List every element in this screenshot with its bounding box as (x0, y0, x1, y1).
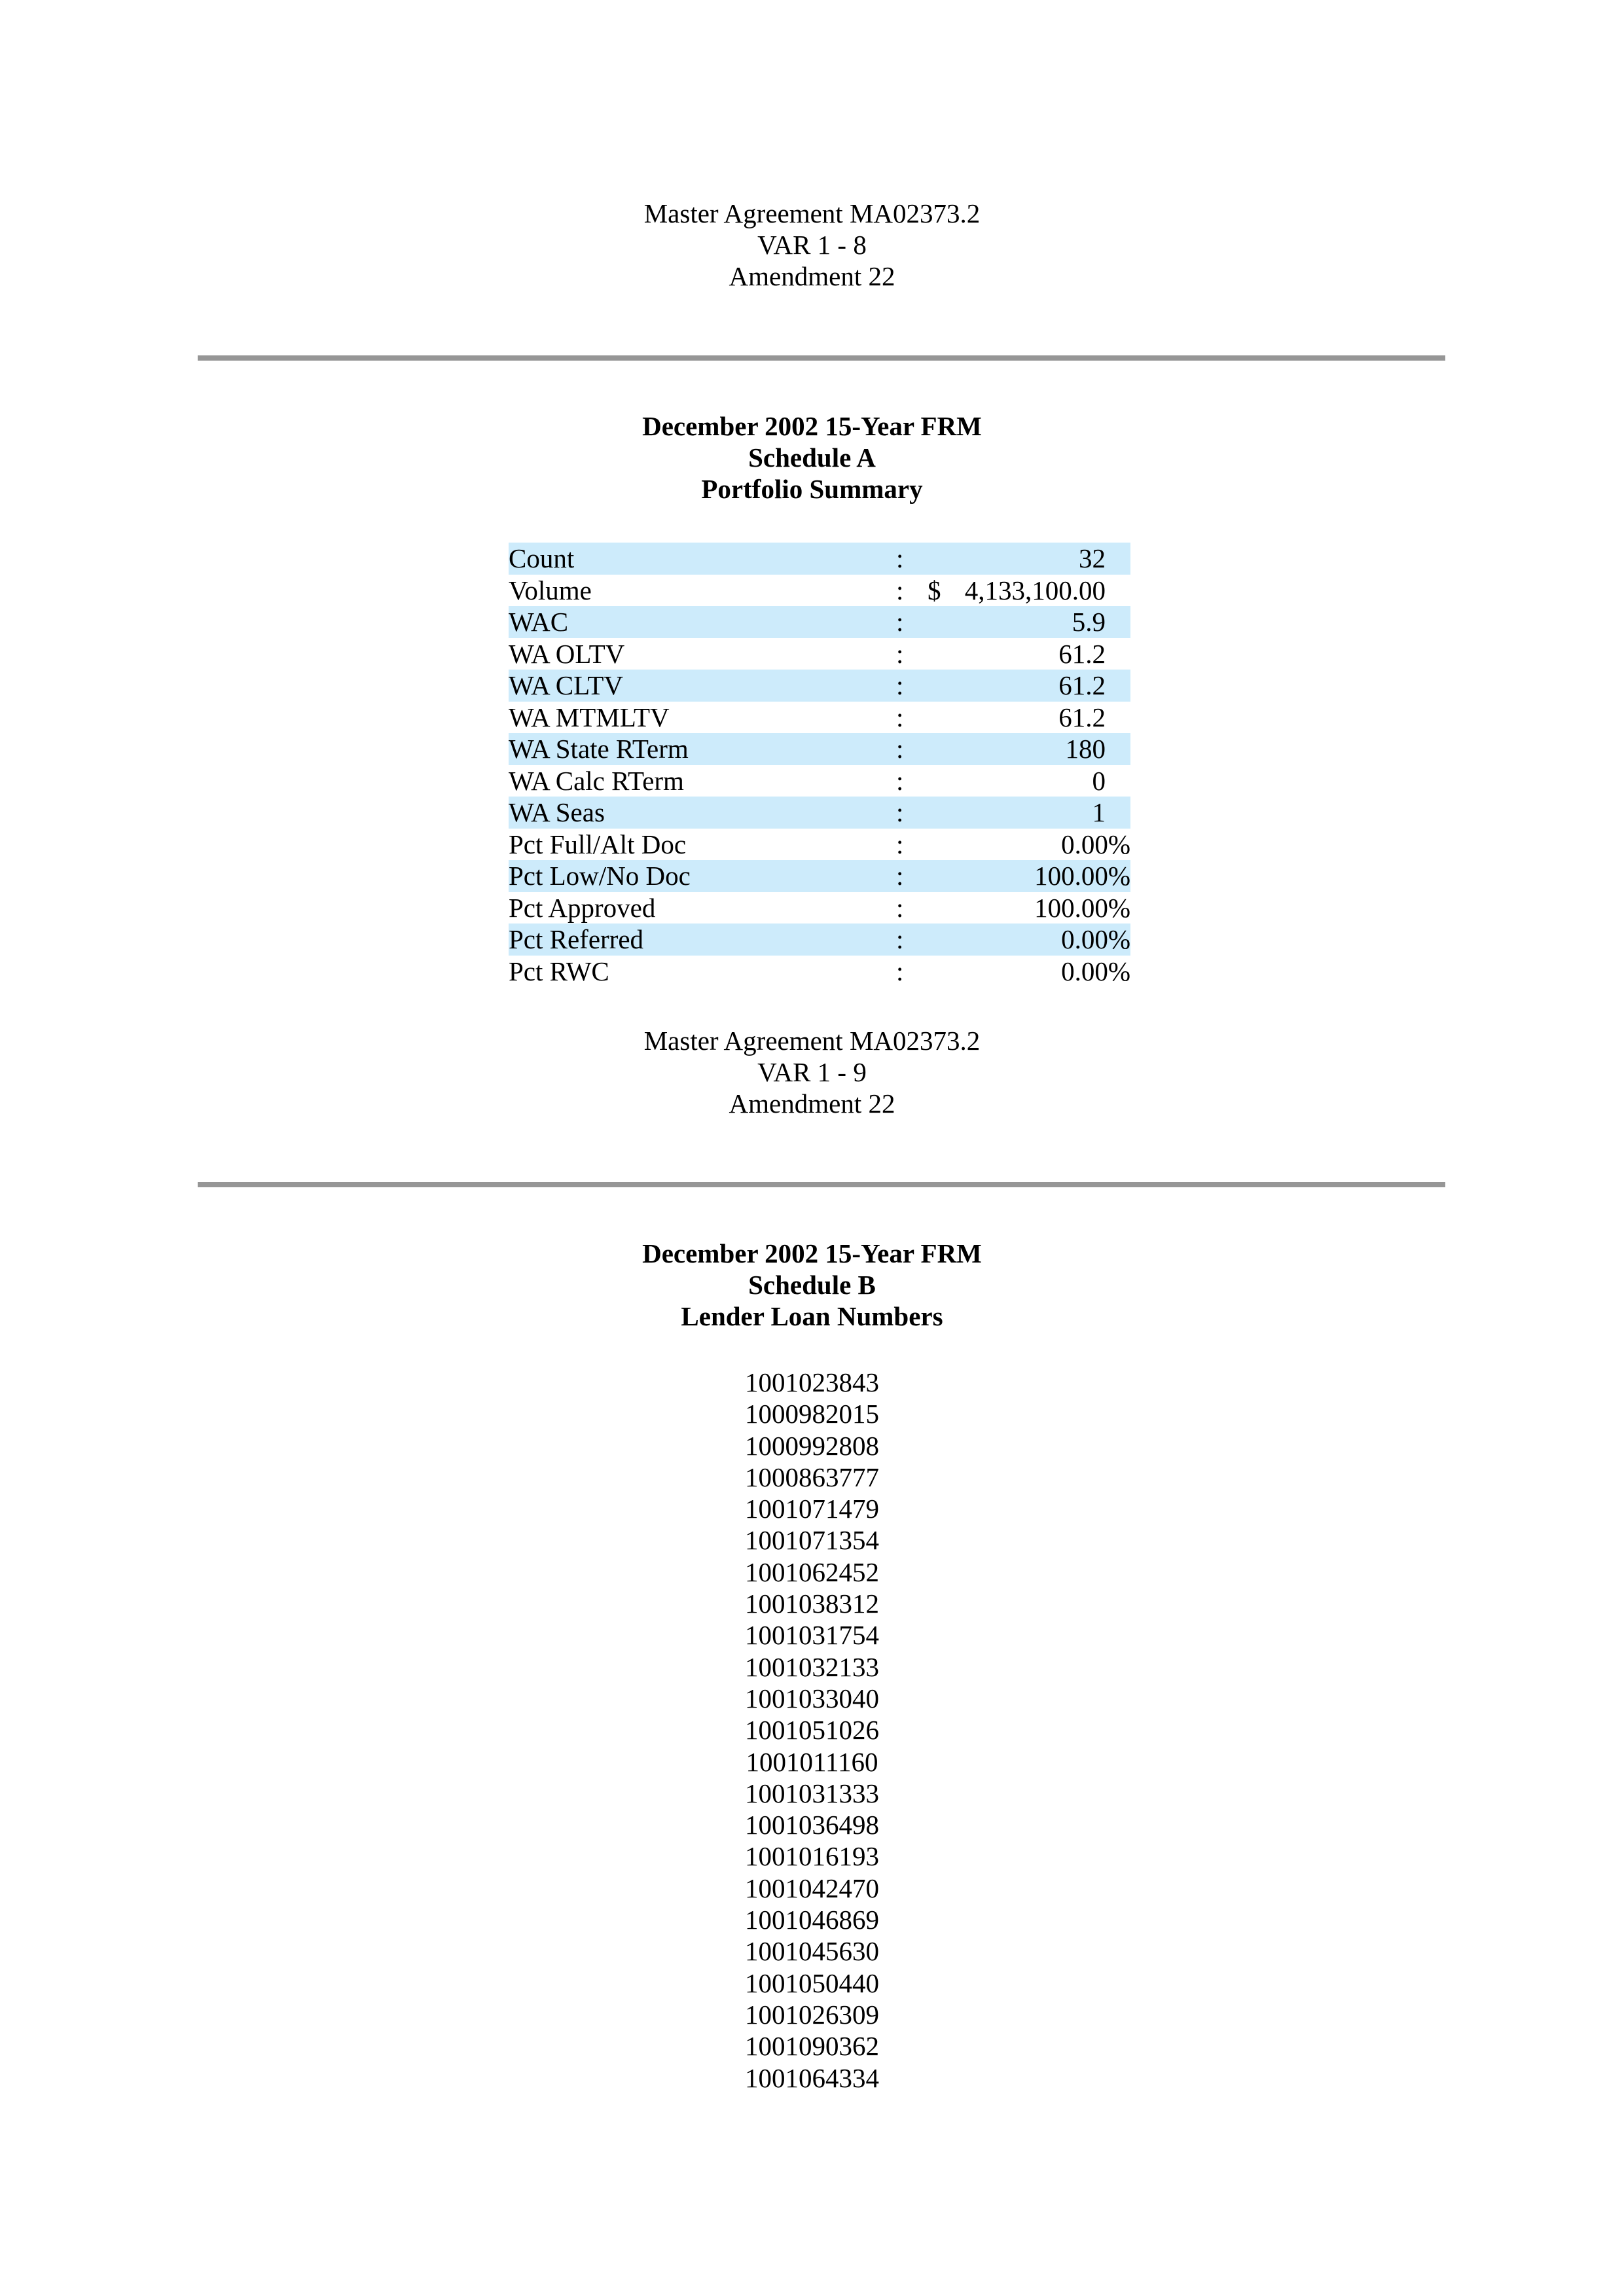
summary-row-label: WA State RTerm (509, 734, 689, 764)
loan-number: 1001071354 (745, 1525, 879, 1556)
loan-number: 1001071479 (745, 1494, 879, 1524)
loan-number: 1001090362 (745, 2031, 879, 2062)
summary-row-separator: : (896, 765, 904, 796)
summary-row-label: Pct Full/Alt Doc (509, 829, 687, 859)
amendment-number: Amendment 22 (729, 1088, 895, 1119)
agreement-header-var-1-9 (0, 1025, 1624, 1119)
summary-row-separator: : (896, 956, 904, 986)
schedule-a-subtitle: Portfolio Summary (701, 474, 923, 504)
summary-row-value: 32 (1079, 543, 1106, 573)
summary-row-label: WA OLTV (509, 638, 625, 669)
horizontal-divider (198, 355, 1445, 361)
loan-number: 1001023843 (745, 1367, 879, 1397)
summary-row-value: 100.00% (1034, 892, 1130, 923)
lender-loan-number-list (0, 1367, 1624, 2094)
schedule-b-product: December 2002 15-Year FRM (642, 1238, 982, 1268)
loan-number: 1001033040 (745, 1683, 879, 1713)
summary-row-value: 4,133,100.00 (964, 575, 1106, 605)
amendment-number: Amendment 22 (729, 261, 895, 291)
summary-row-separator: : (896, 924, 904, 954)
summary-row (509, 956, 1130, 988)
summary-row (509, 702, 1130, 734)
summary-row-separator: : (896, 670, 904, 700)
summary-row-value: 5.9 (1072, 607, 1106, 637)
summary-row-separator: : (896, 638, 904, 669)
summary-row-label: WA Calc RTerm (509, 765, 684, 796)
agreement-header-var-1-8 (0, 198, 1624, 292)
summary-row-value: 0.00% (1061, 924, 1130, 954)
var-number: VAR 1 - 9 (757, 1057, 867, 1087)
summary-row-label: Volume (509, 575, 592, 605)
schedule-b-label: Schedule B (748, 1270, 876, 1300)
summary-row (509, 638, 1130, 670)
loan-number: 1001062452 (745, 1556, 879, 1587)
loan-number: 1001026309 (745, 1999, 879, 2030)
summary-row-value: 0 (1092, 765, 1106, 796)
summary-row-value: 61.2 (1058, 638, 1106, 669)
summary-row-label: WA Seas (509, 797, 605, 827)
summary-row-label: WA MTMLTV (509, 702, 670, 732)
loan-number: 1001016193 (745, 1841, 879, 1872)
horizontal-divider (198, 1182, 1445, 1187)
summary-row-separator: : (896, 543, 904, 573)
summary-row (509, 765, 1130, 797)
loan-number: 1001031754 (745, 1620, 879, 1651)
loan-number: 1000992808 (745, 1430, 879, 1461)
loan-number: 1001050440 (745, 1967, 879, 1998)
summary-row-value: 0.00% (1061, 956, 1130, 986)
summary-row (509, 829, 1130, 861)
summary-row-value: 1 (1092, 797, 1106, 827)
summary-row (509, 892, 1130, 924)
summary-row-label: Count (509, 543, 575, 573)
summary-row (509, 860, 1130, 892)
agreement-number: Master Agreement MA02373.2 (643, 198, 981, 228)
summary-row-currency: $ (928, 575, 941, 605)
summary-row-label: WAC (509, 607, 569, 637)
summary-row-value: 0.00% (1061, 829, 1130, 859)
summary-row-value: 100.00% (1034, 861, 1130, 891)
summary-row-separator: : (896, 575, 904, 605)
summary-row (509, 575, 1130, 607)
loan-number: 1001032133 (745, 1651, 879, 1682)
schedule-b-title (0, 1238, 1624, 1332)
summary-row (509, 606, 1130, 638)
loan-number: 1001038312 (745, 1588, 879, 1619)
summary-row (509, 670, 1130, 702)
summary-row-label: Pct Referred (509, 924, 644, 954)
summary-row-value: 61.2 (1058, 670, 1106, 700)
agreement-number: Master Agreement MA02373.2 (643, 1026, 981, 1056)
schedule-b-subtitle: Lender Loan Numbers (681, 1301, 943, 1331)
summary-row (509, 797, 1130, 829)
summary-row-separator: : (896, 734, 904, 764)
summary-row-separator: : (896, 892, 904, 923)
summary-row (509, 924, 1130, 956)
loan-number: 1001051026 (745, 1715, 879, 1746)
summary-row-label: WA CLTV (509, 670, 624, 700)
summary-row-separator: : (896, 861, 904, 891)
summary-row-label: Pct Low/No Doc (509, 861, 691, 891)
schedule-a-product: December 2002 15-Year FRM (642, 411, 982, 441)
summary-row-value: 180 (1065, 734, 1106, 764)
summary-row-value: 61.2 (1058, 702, 1106, 732)
schedule-a-label: Schedule A (748, 442, 876, 473)
summary-row (509, 733, 1130, 765)
loan-number: 1001046869 (745, 1905, 879, 1935)
loan-number: 1000863777 (745, 1462, 879, 1492)
loan-number: 1000982015 (745, 1399, 879, 1429)
summary-row-separator: : (896, 829, 904, 859)
summary-row-label: Pct Approved (509, 892, 656, 923)
loan-number: 1001064334 (745, 2062, 879, 2093)
var-number: VAR 1 - 8 (757, 230, 867, 260)
summary-row (509, 543, 1130, 575)
summary-row-separator: : (896, 702, 904, 732)
loan-number: 1001042470 (745, 1873, 879, 1903)
loan-number: 1001031333 (745, 1778, 879, 1808)
loan-number: 1001036498 (745, 1810, 879, 1840)
summary-row-label: Pct RWC (509, 956, 609, 986)
loan-number: 1001011160 (746, 1746, 878, 1777)
summary-row-separator: : (896, 797, 904, 827)
portfolio-summary-table (509, 543, 1130, 987)
summary-row-separator: : (896, 607, 904, 637)
loan-number: 1001045630 (745, 1936, 879, 1967)
schedule-a-title (0, 410, 1624, 505)
